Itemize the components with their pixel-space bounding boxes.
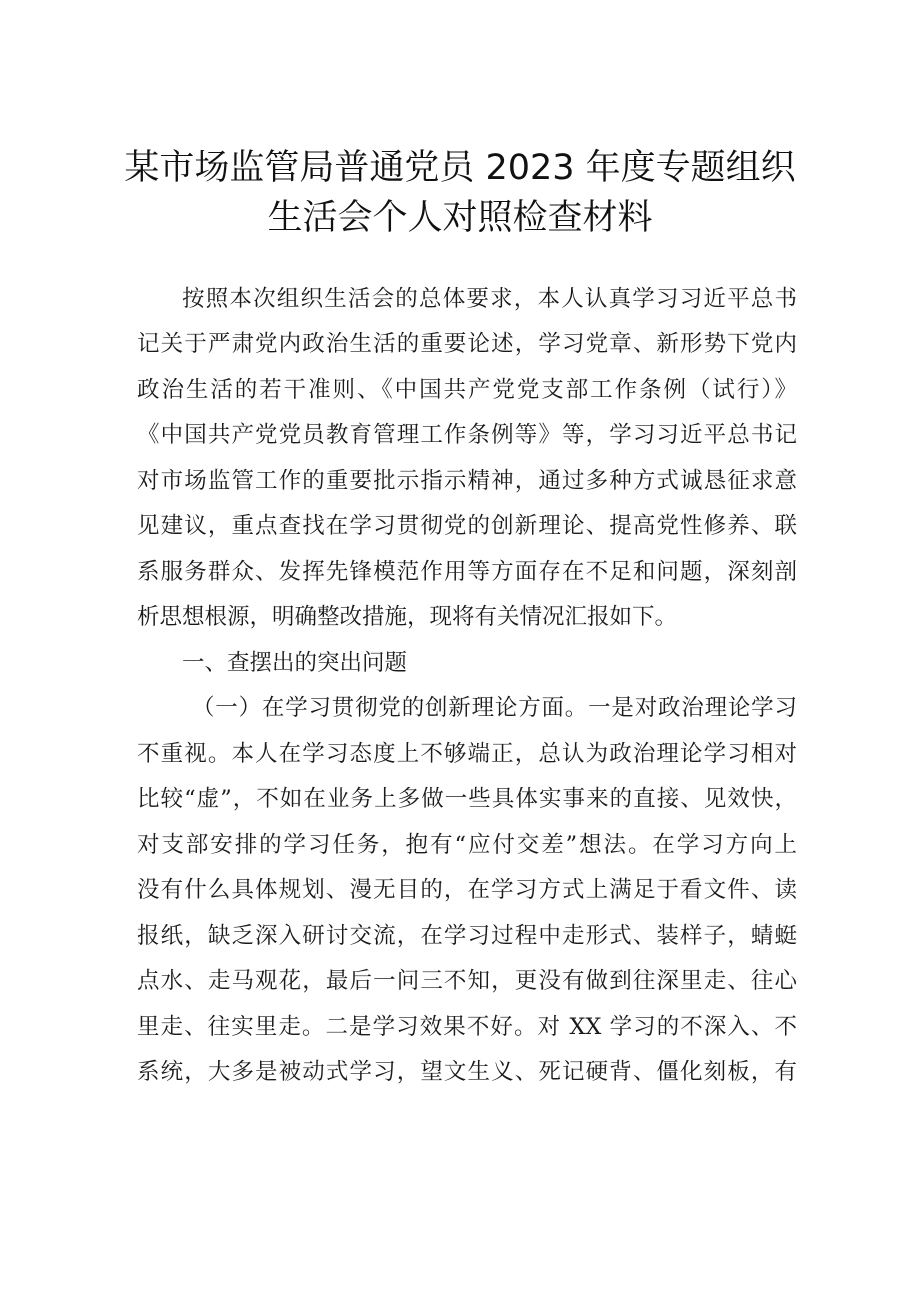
- intro-paragraph-line: 政治生活的若干准则、《中国共产党党支部工作条例（试行）》: [137, 377, 797, 403]
- section-paragraph-line: 不重视。本人在学习态度上不够端正，总认为政治理论学习相对: [137, 741, 797, 767]
- intro-paragraph-line: 析思想根源，明确整改措施，现将有关情况汇报如下。: [137, 604, 678, 630]
- section-paragraph-line: 比较“虚”，不如在业务上多做一些具体实事来的直接、见效快，: [137, 786, 797, 812]
- section-paragraph-line: （一）在学习贯彻党的创新理论方面。一是对政治理论学习: [192, 695, 797, 721]
- section-paragraph-line: 系统，大多是被动式学习，望文生义、死记硬背、僵化刻板，有: [137, 1059, 797, 1085]
- section-paragraph-line: 对支部安排的学习任务，抱有“应付交差”想法。在学习方向上: [137, 832, 797, 858]
- section-paragraph-line: 没有什么具体规划、漫无目的，在学习方式上满足于看文件、读: [137, 877, 797, 903]
- intro-paragraph-line: 按照本次组织生活会的总体要求，本人认真学习习近平总书: [182, 286, 797, 312]
- intro-paragraph-line: 对市场监管工作的重要批示指示精神，通过多种方式诚恳征求意: [137, 468, 797, 494]
- document-title-line-1: 某市场监管局普通党员 2023 年度专题组织: [124, 148, 796, 188]
- intro-paragraph-line: 《中国共产党党员教育管理工作条例等》等，学习习近平总书记: [137, 422, 797, 448]
- section-paragraph-line: 点水、走马观花，最后一问三不知，更没有做到往深里走、往心: [137, 968, 797, 994]
- intro-paragraph-line: 见建议，重点查找在学习贯彻党的创新理论、提高党性修养、联: [137, 513, 797, 539]
- section-paragraph-line: 里走、往实里走。二是学习效果不好。对 XX 学习的不深入、不: [137, 1014, 797, 1040]
- intro-paragraph-line: 记关于严肃党内政治生活的重要论述，学习党章、新形势下党内: [137, 331, 797, 357]
- section-heading: 一、查摆出的突出问题: [182, 650, 408, 676]
- intro-paragraph-line: 系服务群众、发挥先锋模范作用等方面存在不足和问题，深刻剖: [137, 559, 797, 585]
- document-title-line-2: 生活会个人对照检查材料: [267, 198, 653, 238]
- section-paragraph-line: 报纸，缺乏深入研讨交流，在学习过程中走形式、装样子，蜻蜓: [137, 923, 797, 949]
